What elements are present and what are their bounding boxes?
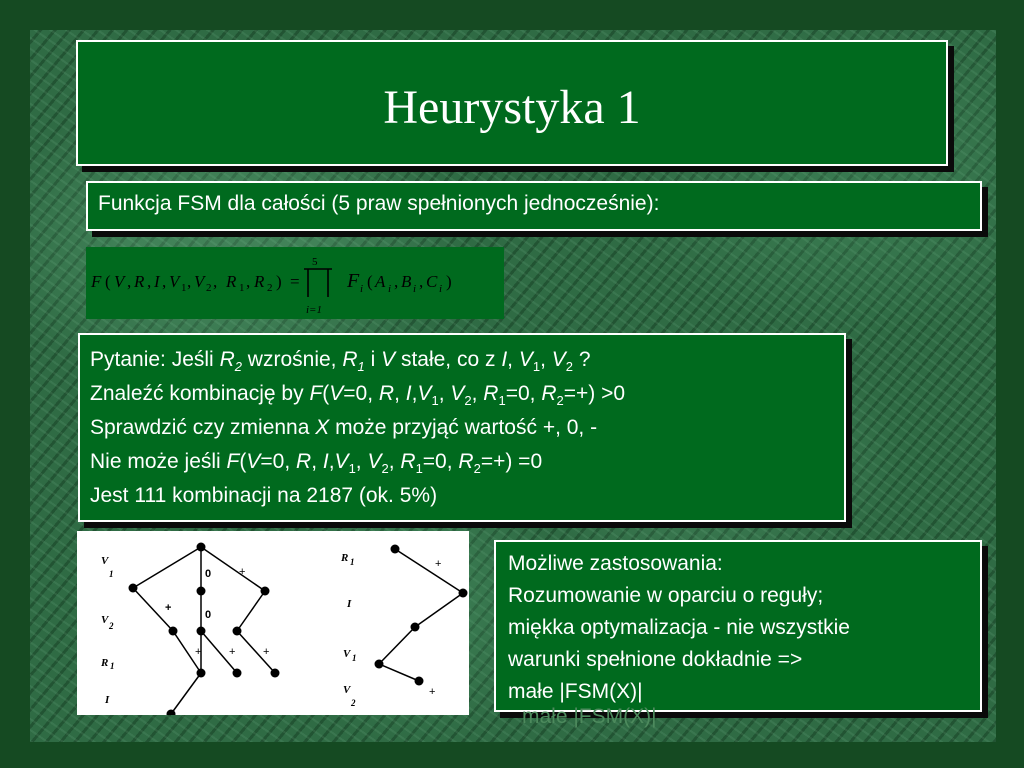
edge-label: + <box>229 646 236 658</box>
decision-tree-svg <box>77 531 469 715</box>
formula-sub: 1 <box>181 282 187 294</box>
formula-comma: , <box>162 272 167 291</box>
formula-sub: 1 <box>239 282 245 294</box>
left-row-label: V <box>101 555 109 567</box>
left-row-label: R <box>101 657 109 669</box>
formula-arg-c: C <box>426 272 438 291</box>
formula-var-v1: V <box>169 272 180 291</box>
formula-sub: i <box>388 283 392 295</box>
right-row-sub: 1 <box>352 653 357 663</box>
left-row-sub: 2 <box>109 621 114 631</box>
left-row-label: I <box>105 694 110 706</box>
formula-arg-a: A <box>375 272 386 291</box>
edge-label: + <box>263 646 270 658</box>
function-heading-box <box>86 181 982 231</box>
formula-lhs-f: F <box>91 272 102 291</box>
formula-sub: i <box>439 283 443 295</box>
question-line-5: Jest 111 kombinacji na 2187 (ok. 5%) <box>90 484 438 507</box>
function-heading: Funkcja FSM dla całości (5 praw spełnionych jednocześnie): <box>98 192 660 215</box>
formula-comma: , <box>419 272 424 291</box>
applications-line: Możliwe zastosowania: <box>508 552 723 575</box>
right-row-sub: 1 <box>350 557 355 567</box>
edge-label: + <box>165 602 172 614</box>
applications-line: Rozumowanie w oparciu o reguły; <box>508 584 824 607</box>
edge-label: 0 <box>205 609 212 621</box>
right-row-label: R <box>341 552 349 564</box>
question-box <box>78 333 846 522</box>
formula-sub: i <box>413 283 417 295</box>
formula-var-r2: R <box>254 272 265 291</box>
right-row-label: I <box>347 598 352 610</box>
question-text <box>90 343 625 513</box>
decision-tree-diagram <box>77 531 469 715</box>
applications-line: miękka optymalizacja - nie wszystkie <box>508 616 850 639</box>
product-upper-bound: 5 <box>312 256 318 268</box>
formula-arg-b: B <box>401 272 412 291</box>
edge-label: 0 <box>205 568 212 580</box>
formula <box>86 247 504 319</box>
formula-var-r1: R <box>226 272 237 291</box>
product-symbol <box>304 269 332 297</box>
formula-comma: , <box>394 272 399 291</box>
formula-paren-close: ) <box>276 272 282 291</box>
question-line-1: Pytanie: Jeśli $R_2$ wzrośnie, $R_1$ i V stałe, co z I, $V_1$, $V_2$ ? <box>90 348 591 375</box>
edge-label: + <box>435 558 442 570</box>
formula-sub: 2 <box>206 282 212 294</box>
formula-comma: , <box>246 272 251 291</box>
left-row-label: V <box>101 614 109 626</box>
formula-var-r: R <box>134 272 145 291</box>
applications-line: małe |FSM(X)| <box>508 680 643 703</box>
edge-label: + <box>195 646 202 658</box>
formula-paren-close: ) <box>446 272 452 291</box>
left-row-sub: 1 <box>110 661 115 671</box>
edge-label: + <box>429 686 436 698</box>
formula-equals: = <box>290 272 300 291</box>
formula-comma: , <box>187 272 192 291</box>
tree-nodes <box>129 543 468 716</box>
product-lower-bound: i=1 <box>306 304 322 316</box>
formula-rhs-f: F <box>347 270 360 292</box>
formula-box <box>86 247 504 319</box>
formula-comma: , <box>127 272 132 291</box>
applications-line: warunki spełnione dokładnie => <box>508 648 803 671</box>
title-box <box>76 40 948 166</box>
left-row-sub: 1 <box>109 569 114 579</box>
edge-label: + <box>239 566 246 578</box>
applications-text <box>508 548 850 708</box>
formula-var-v2: V <box>194 272 205 291</box>
right-row-label: V <box>343 684 351 696</box>
formula-paren-open: ( <box>105 272 111 291</box>
right-row-sub: 2 <box>351 698 356 708</box>
formula-var-v: V <box>114 272 125 291</box>
formula-comma: , <box>147 272 152 291</box>
formula-var-i: I <box>154 272 160 291</box>
right-row-label: V <box>343 648 351 660</box>
formula-comma: , <box>213 272 218 291</box>
formula-paren-open: ( <box>367 272 373 291</box>
formula-rhs-sub: i <box>360 283 364 295</box>
question-line-3: Sprawdzić czy zmienna X może przyjąć wartość +, 0, - <box>90 416 598 439</box>
question-line-2: Znaleźć kombinację by F(V=0, R, $I,V_1$, $V_2$, $R_1=0$, $R_2=+) >0$ <box>90 382 626 409</box>
slide-title: Heurystyka 1 <box>383 81 641 134</box>
applications-box <box>494 540 982 712</box>
ghost-text: małe |FSM(X)| <box>522 705 657 728</box>
formula-sub: 2 <box>267 282 273 294</box>
question-line-4: Nie może jeśli F(V=0, R, $I,V_1$, $V_2$, $R_1=0$, $R_2=+) =0$ <box>90 450 543 477</box>
